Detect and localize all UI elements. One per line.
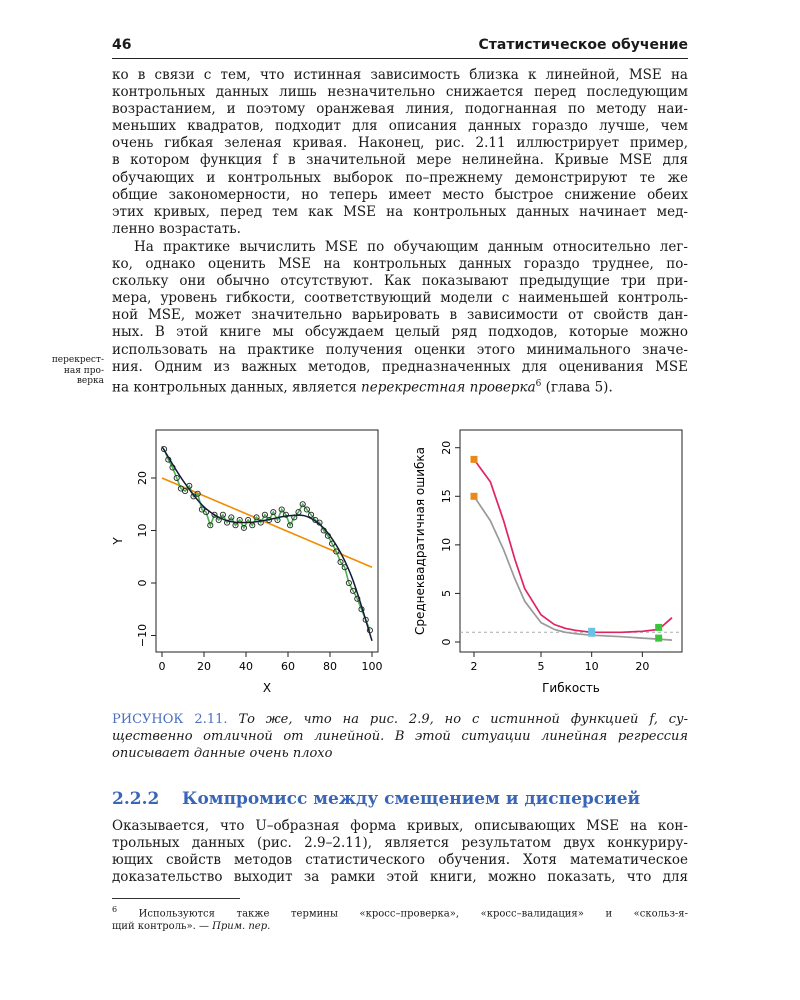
x-tick-label: 60 <box>281 660 295 673</box>
margin-note-line: перекрест- <box>51 355 104 365</box>
caption-text: То же, что на рис. 2.9, но с истинной функцией f, су- <box>227 712 688 727</box>
right-x-ticks <box>471 652 650 673</box>
header-rule <box>112 58 688 59</box>
right-y-ticks <box>440 441 460 646</box>
y-tick-label: 10 <box>440 537 453 552</box>
text-line: общие закономерности, но теперь имеет место быстрое снижение обеих <box>112 186 688 203</box>
footnote-ref: 6 <box>535 378 542 389</box>
train-mse-curve <box>474 496 672 640</box>
mse-marker <box>588 630 595 637</box>
x-tick-label: 0 <box>158 660 166 673</box>
footnote-rule <box>112 898 240 899</box>
smooth-fit-curve <box>162 447 372 641</box>
text-line: ных. В этой книге мы обсуждаем целый ряд подходов, которые можно <box>112 324 688 341</box>
text-line: мера, уровень гибкости, соответствующий модели с наименьшей контроль- <box>112 290 688 307</box>
text-line: доказательство выходит за рамки этой книги, можно показать, что для <box>112 869 688 886</box>
left-y-label: Y <box>111 537 125 545</box>
x-tick-label: 40 <box>239 660 253 673</box>
footnote-mark: 6 <box>112 905 118 914</box>
margin-note-line: верка <box>76 376 104 386</box>
text-line: ющих свойств методов статистического обучения. Хотя математическое <box>112 852 688 869</box>
text-line: меньших квадратов, подходит для описания данных гораздо лучше, чем <box>112 118 688 135</box>
x-tick-label: 20 <box>635 660 650 673</box>
figure-caption <box>112 711 688 762</box>
right-panel <box>413 430 682 695</box>
x-tick-label: 5 <box>537 660 545 673</box>
left-x-label: X <box>262 681 272 695</box>
text-fragment: на контрольных данных, является <box>112 379 362 396</box>
left-x-ticks <box>159 652 383 673</box>
text-line: На практике вычислить MSE по обучающим данным относительно лег- <box>134 239 688 255</box>
text-line: использовать на практике получения оценки этого минимального значе- <box>112 341 688 358</box>
mse-marker <box>655 624 662 631</box>
text-line: обучающих и контрольных выборок по–прежнему демонстрируют те же <box>112 169 688 186</box>
right-y-label: Среднеквадратичная ошибка <box>413 446 427 636</box>
margin-note-line: ная про- <box>63 365 104 376</box>
left-plot-frame <box>156 430 378 652</box>
left-y-ticks <box>136 471 156 647</box>
x-tick-label: 80 <box>323 660 337 673</box>
figure-svg <box>110 420 690 700</box>
x-tick-label: 10 <box>584 660 599 673</box>
paragraph-3 <box>112 818 688 886</box>
left-marks <box>162 447 373 641</box>
text-line: ко, однако оценить MSE на контрольных данных гораздо труднее, по- <box>112 256 688 273</box>
paragraph-1 <box>112 67 688 238</box>
y-tick-label: 0 <box>440 638 453 646</box>
y-tick-label: 15 <box>440 489 453 504</box>
caption-line <box>112 711 688 728</box>
text-line: этих кривых, перед тем как MSE на контрольных данных начинает мед- <box>112 203 688 220</box>
mse-marker <box>471 456 478 463</box>
text-line: трольных данных (рис. 2.9–2.11), является результатом двух конкуриру- <box>112 835 688 852</box>
text-line-with-term <box>112 376 688 397</box>
right-marks <box>460 456 682 642</box>
text-line: скольку они обычно отсутствуют. Как показывают предыдущие три при- <box>112 273 688 290</box>
flexible-fit-curve <box>164 449 370 630</box>
text-line: ной MSE, может значительно варьировать в зависимости от свойств дан- <box>112 307 688 324</box>
test-mse-curve <box>474 459 672 632</box>
running-title: Статистическое обучение <box>478 37 688 53</box>
y-tick-label: 20 <box>136 471 149 485</box>
x-tick-label: 2 <box>470 660 478 673</box>
page-number: 46 <box>112 37 132 53</box>
text-line: очень гибкая зеленая кривая. Наконец, рис. 2.11 иллюстрирует пример, <box>112 135 688 152</box>
y-tick-label: 10 <box>136 523 149 538</box>
right-plot-frame <box>460 430 682 652</box>
section-heading <box>112 789 688 809</box>
x-tick-label: 100 <box>361 660 383 673</box>
footnote-text: щий контроль». — <box>112 921 213 933</box>
footnote-line <box>112 903 688 920</box>
y-tick-label: 20 <box>440 440 453 455</box>
y-tick-label: 5 <box>440 589 453 597</box>
caption-label: РИСУНОК 2.11. <box>112 712 228 727</box>
text-line: ко в связи с тем, что истинная зависимость близка к линейной, MSE на <box>112 67 688 83</box>
margin-note <box>28 355 104 387</box>
true-function-curve <box>162 447 372 641</box>
y-tick-label: 0 <box>136 579 149 587</box>
footnote-line <box>112 920 688 933</box>
text-line: ленно возрастать. <box>112 220 241 237</box>
caption-line: щественно отличной от линейной. В этой ситуации линейная регрессия <box>112 729 688 744</box>
running-head <box>112 37 688 57</box>
text-line: контрольных данных лишь незначительно снижается перед последующим <box>112 84 688 101</box>
text-line: ния. Одним из важных методов, предназначенных для оценивания MSE <box>112 358 688 375</box>
mse-marker <box>471 493 478 500</box>
left-panel <box>111 430 383 695</box>
mse-marker <box>655 635 662 642</box>
figure-2-11 <box>110 420 690 704</box>
term-cross-validation: перекрестная проверка <box>361 379 536 396</box>
x-tick-label: 20 <box>197 660 211 673</box>
text-fragment: (глава 5). <box>541 379 613 396</box>
caption-line: описывает данные очень плохо <box>112 746 333 761</box>
section-number: 2.2.2 <box>112 789 160 809</box>
footnote <box>112 903 688 933</box>
translator-note: Прим. пер. <box>212 921 271 933</box>
section-title: Компромисс между смещением и дисперсией <box>182 789 641 809</box>
text-line: в котором функция f в значительной мере нелинейна. Кривые MSE для <box>112 152 688 169</box>
right-x-label: Гибкость <box>542 681 600 695</box>
footnote-text: Используются также термины «кросс–проверка», «кросс–валидация» и «скольз-я- <box>117 908 688 920</box>
text-line: Оказывается, что U–образная форма кривых, описывающих MSE на кон- <box>112 818 688 834</box>
text-line: возрастанием, и поэтому оранжевая линия, подогнанная по методу наи- <box>112 101 688 118</box>
y-tick-label: −10 <box>136 623 149 648</box>
paragraph-2 <box>112 239 688 396</box>
